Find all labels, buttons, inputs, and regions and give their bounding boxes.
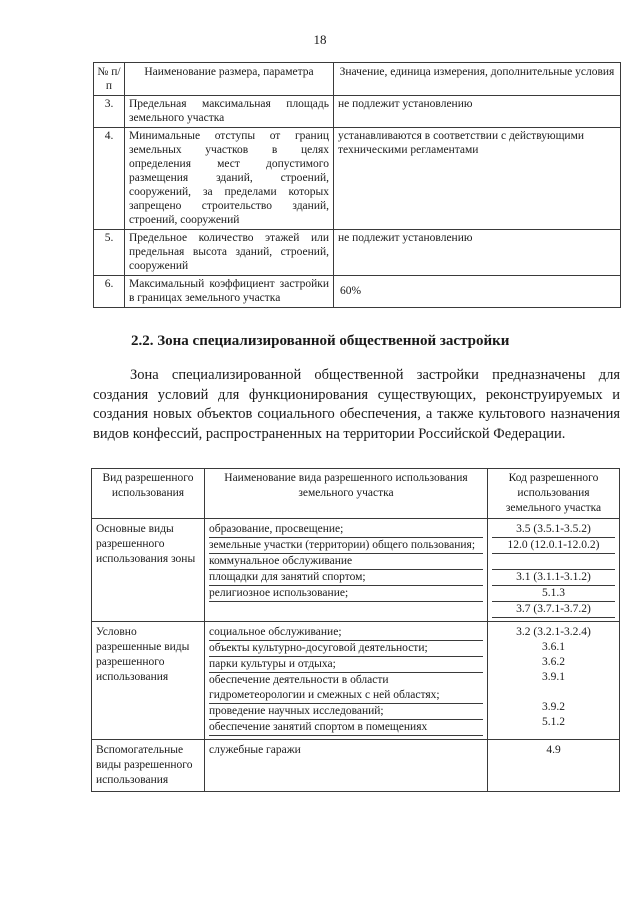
col-header-num: № п/п: [94, 63, 125, 96]
section-paragraph: Зона специализированной общественной застройки предназначены для создания условий для функционирования существующих, реконструируемых и создания новых объектов социального обеспечения, а также культового назначения видов конфессий, распространенных на территории Российской Федерации.: [93, 367, 620, 442]
use-name: проведение научных исследований;: [209, 704, 483, 720]
parameter-value: 60%: [334, 276, 621, 308]
use-code: 3.5 (3.5.1-3.5.2): [492, 522, 615, 538]
use-code: [492, 685, 615, 700]
use-codes-cell: [488, 740, 620, 792]
use-name: земельные участки (территории) общего пользования;: [209, 538, 483, 554]
use-code: [492, 554, 615, 570]
table-row: [92, 519, 620, 622]
col-header-value: Значение, единица измерения, дополнительные условия: [334, 63, 621, 96]
row-number: 3.: [94, 96, 125, 128]
table-row: [94, 96, 621, 128]
table-row: [94, 276, 621, 308]
use-code: 3.2 (3.2.1-3.2.4): [516, 626, 591, 638]
use-names-cell: [205, 519, 488, 622]
use-name: парки культуры и отдыха;: [209, 657, 483, 673]
parameter-value: устанавливаются в соответствии с действующими техническими регламентами: [334, 128, 621, 230]
use-name: обеспечение занятий спортом в помещениях: [209, 720, 483, 736]
row-number: 5.: [94, 230, 125, 276]
row-number: 6.: [94, 276, 125, 308]
permitted-use-table: [91, 468, 620, 792]
use-name: социальное обслуживание;: [209, 625, 483, 641]
use-code: 3.6.2: [542, 656, 565, 668]
table-header-row: [94, 63, 621, 96]
parameter-value: не подлежит установлению: [334, 96, 621, 128]
section-heading: 2.2. Зона специализированной общественной застройки: [131, 333, 510, 349]
table-row: [94, 230, 621, 276]
parameter-name: Максимальный коэффициент застройки в границах земельного участка: [125, 276, 334, 308]
use-type: Основные виды разрешенного использования зоны: [92, 519, 205, 622]
table-row: [94, 128, 621, 230]
use-code: 5.1.3: [492, 586, 615, 602]
use-codes-cell: [488, 519, 620, 622]
use-names-cell: [205, 622, 488, 740]
use-name: религиозное использование;: [209, 586, 483, 602]
use-code: 3.9.2: [542, 701, 565, 713]
col-header-type: Вид разрешенного использования: [92, 469, 205, 519]
col-header-use-name: Наименование вида разрешенного использования земельного участка: [205, 469, 488, 519]
col-header-code: Код разрешенного использования земельного участка: [488, 469, 620, 519]
row-number: 4.: [94, 128, 125, 230]
use-name: образование, просвещение;: [209, 522, 483, 538]
parameter-value: не подлежит установлению: [334, 230, 621, 276]
use-code: 3.6.1: [542, 641, 565, 653]
use-type: Условно разрешенные виды разрешенного использования: [92, 622, 205, 740]
table-header-row: [92, 469, 620, 519]
use-names-cell: [205, 740, 488, 792]
col-header-name: Наименование размера, параметра: [125, 63, 334, 96]
page-number: 18: [313, 32, 327, 47]
table-row: [92, 622, 620, 740]
parameter-name: Минимальные отступы от границ земельных участков в целях определения мест допустимого размещения зданий, строений, сооружений, за пределами которых запрещено строительство зданий, строений, сооружений: [125, 128, 334, 230]
use-code: 3.9.1: [542, 671, 565, 683]
use-code: 5.1.2: [542, 716, 565, 728]
use-code: 3.7 (3.7.1-3.7.2): [492, 602, 615, 618]
parameter-name: Предельная максимальная площадь земельного участка: [125, 96, 334, 128]
use-codes-cell: [488, 622, 620, 740]
parameters-table: [93, 62, 621, 308]
use-name: площадки для занятий спортом;: [209, 570, 483, 586]
use-name: обеспечение деятельности в области гидрометеорологии и смежных с ней областях;: [209, 673, 483, 704]
use-name: объекты культурно-досуговой деятельности;: [209, 641, 483, 657]
use-name: служебные гаражи: [209, 744, 301, 756]
table-row: [92, 740, 620, 792]
parameter-name: Предельное количество этажей или предельная высота зданий, строений, сооружений: [125, 230, 334, 276]
use-code: 4.9: [546, 744, 561, 756]
use-code: 3.1 (3.1.1-3.1.2): [492, 570, 615, 586]
use-name: коммунальное обслуживание: [209, 554, 483, 570]
use-type: Вспомогательные виды разрешенного использования: [92, 740, 205, 792]
use-code: 12.0 (12.0.1-12.0.2): [492, 538, 615, 554]
